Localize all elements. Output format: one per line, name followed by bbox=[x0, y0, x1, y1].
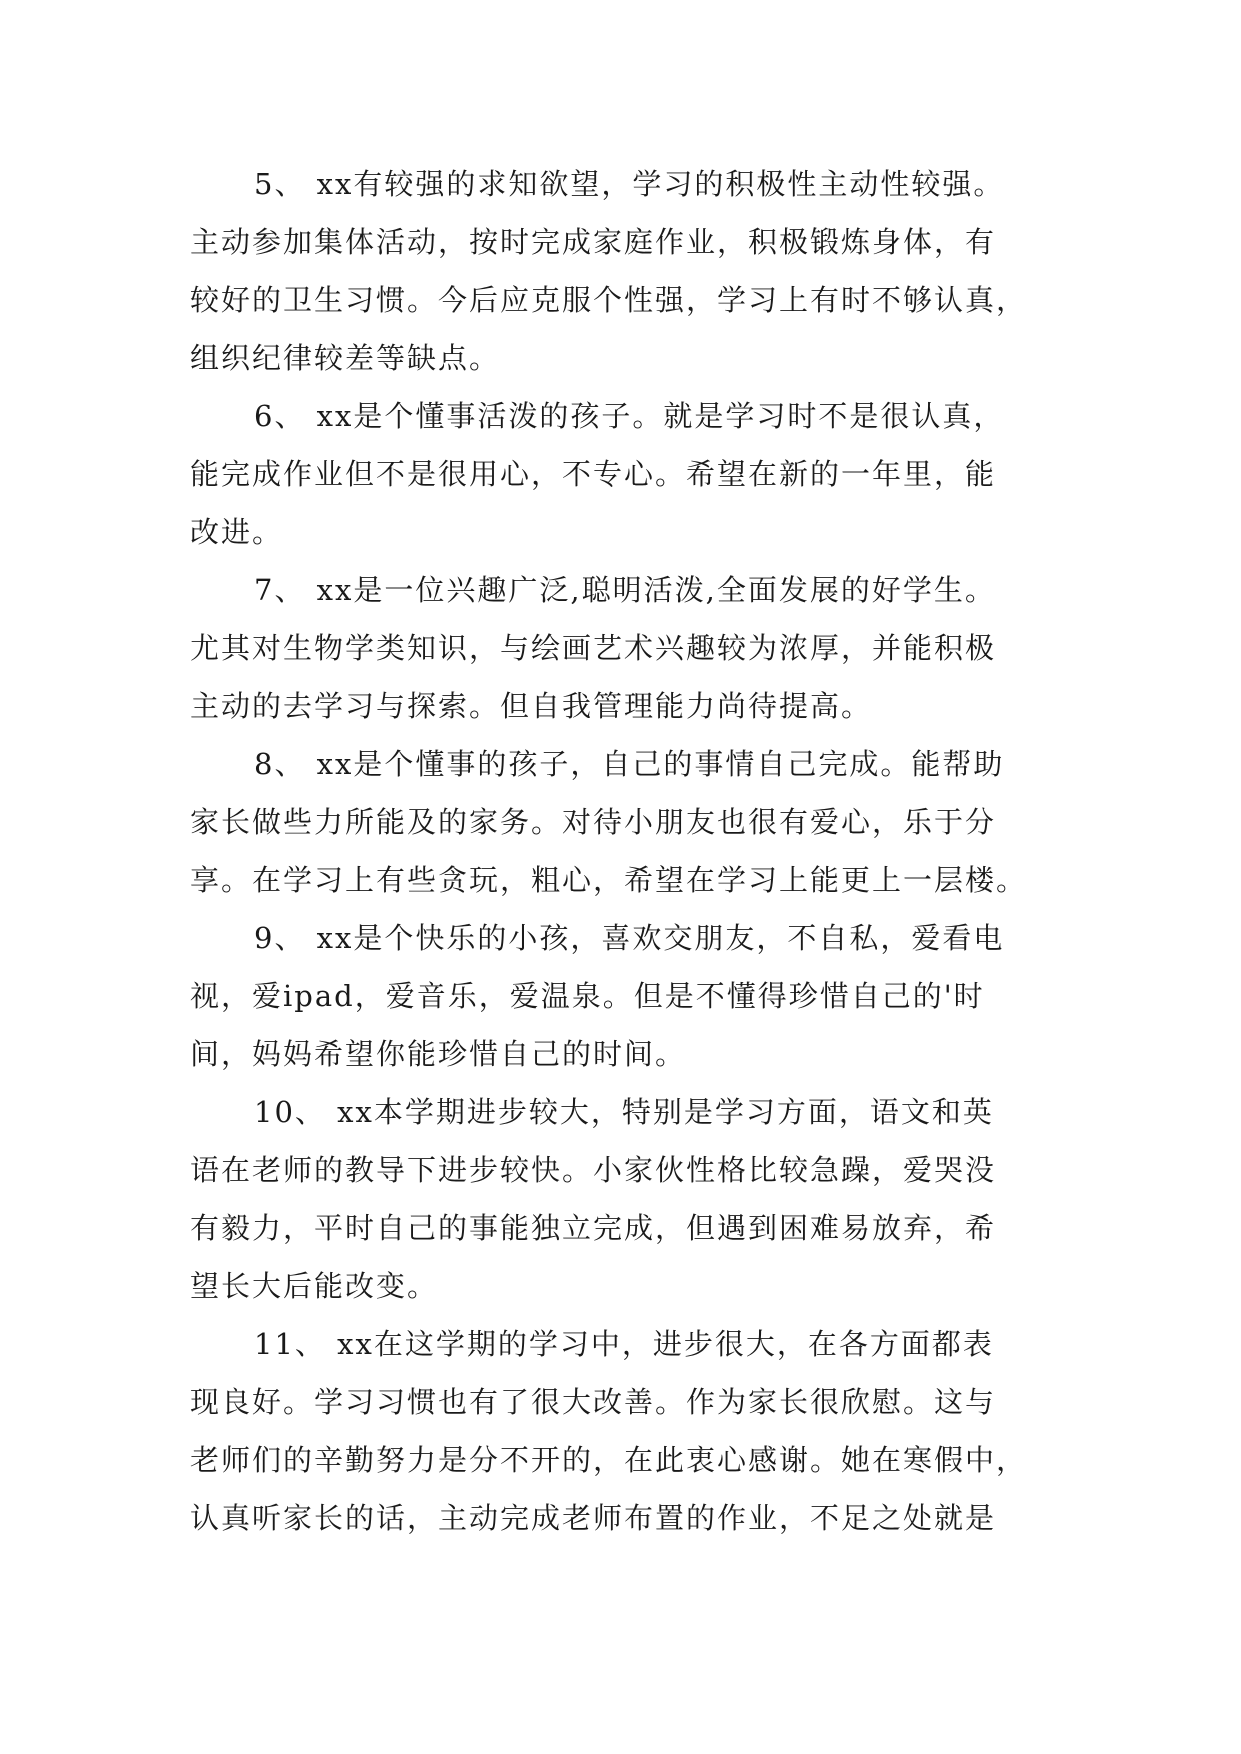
text-line: 家长做些力所能及的家务。对待小朋友也很有爱心，乐于分 bbox=[190, 805, 997, 839]
document-body bbox=[190, 155, 1070, 1547]
text-line: 享。在学习上有些贪玩，粗心，希望在学习上能更上一层楼。 bbox=[190, 863, 1028, 897]
text-line: 改进。 bbox=[190, 515, 284, 549]
paragraph-11 bbox=[190, 1315, 1070, 1547]
text-line: 8、 xx是个懂事的孩子，自己的事情自己完成。能帮助 bbox=[254, 747, 1005, 781]
text-line: 主动的去学习与探索。但自我管理能力尚待提高。 bbox=[190, 689, 873, 723]
text-line: 语在老师的教导下进步较快。小家伙性格比较急躁，爱哭没 bbox=[190, 1153, 997, 1187]
text-line: 5、 xx有较强的求知欲望，学习的积极性主动性较强。 bbox=[254, 167, 1005, 201]
text-line: 现良好。学习习惯也有了很大改善。作为家长很欣慰。这与 bbox=[190, 1385, 997, 1419]
paragraph-6 bbox=[190, 387, 1070, 561]
paragraph-5 bbox=[190, 155, 1070, 387]
text-line: 组织纪律较差等缺点。 bbox=[190, 341, 501, 375]
paragraph-9 bbox=[190, 909, 1070, 1083]
paragraph-7 bbox=[190, 561, 1070, 735]
text-line: 老师们的辛勤努力是分不开的，在此衷心感谢。她在寒假中， bbox=[190, 1443, 1028, 1477]
text-line: 主动参加集体活动，按时完成家庭作业，积极锻炼身体，有 bbox=[190, 225, 997, 259]
text-line: 尤其对生物学类知识，与绘画艺术兴趣较为浓厚，并能积极 bbox=[190, 631, 997, 665]
text-line: 间，妈妈希望你能珍惜自己的时间。 bbox=[190, 1037, 687, 1071]
text-line: 9、 xx是个快乐的小孩，喜欢交朋友，不自私，爱看电 bbox=[254, 921, 1005, 955]
text-line: 有毅力，平时自己的事能独立完成，但遇到困难易放弃，希 bbox=[190, 1211, 997, 1245]
paragraph-10 bbox=[190, 1083, 1070, 1315]
text-line: 7、 xx是一位兴趣广泛,聪明活泼,全面发展的好学生。 bbox=[254, 573, 996, 607]
text-line: 望长大后能改变。 bbox=[190, 1269, 439, 1303]
text-line: 11、 xx在这学期的学习中，进步很大，在各方面都表 bbox=[254, 1327, 994, 1361]
text-line: 6、 xx是个懂事活泼的孩子。就是学习时不是很认真， bbox=[254, 399, 1005, 433]
text-line: 认真听家长的话，主动完成老师布置的作业，不足之处就是 bbox=[190, 1501, 997, 1535]
text-line: 能完成作业但不是很用心，不专心。希望在新的一年里，能 bbox=[190, 457, 997, 491]
text-line: 视，爱ipad，爱音乐，爱温泉。但是不懂得珍惜自己的'时 bbox=[190, 979, 985, 1013]
text-line: 10、 xx本学期进步较大，特别是学习方面，语文和英 bbox=[254, 1095, 994, 1129]
paragraph-8 bbox=[190, 735, 1070, 909]
text-line: 较好的卫生习惯。今后应克服个性强，学习上有时不够认真， bbox=[190, 283, 1028, 317]
